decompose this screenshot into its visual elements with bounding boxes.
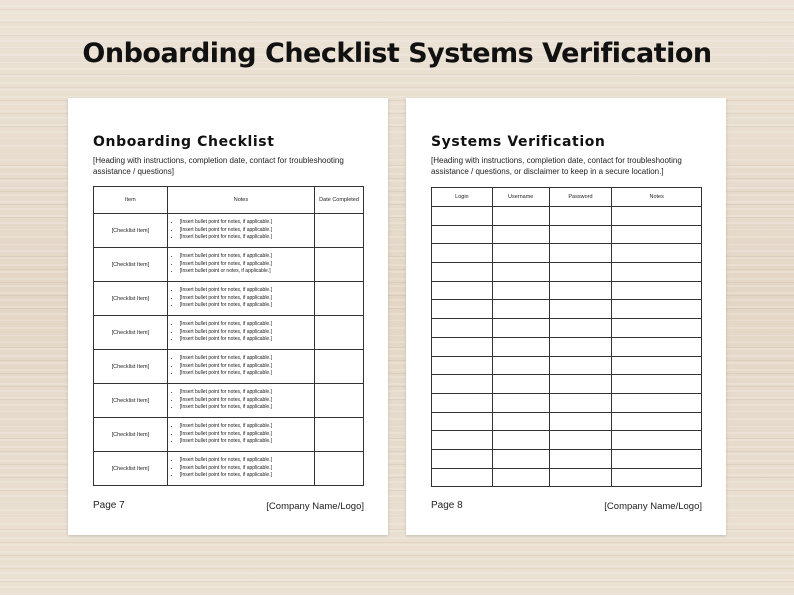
username-cell[interactable] bbox=[492, 431, 549, 450]
page-title: Systems Verification bbox=[431, 134, 606, 150]
page-description: [Heading with instructions, completion date, contact for troubleshooting assistance / questions, or disclaimer to keep in a secure location.] bbox=[431, 156, 682, 176]
table-row bbox=[94, 282, 364, 316]
login-cell[interactable] bbox=[432, 207, 493, 226]
notes-cell[interactable] bbox=[612, 412, 702, 431]
password-cell[interactable] bbox=[549, 412, 612, 431]
table-row bbox=[432, 375, 702, 394]
note-bullet: • [Insert bullet point for notes, if applicable.] bbox=[180, 219, 314, 227]
notes-cell[interactable] bbox=[612, 375, 702, 394]
note-bullet: • [Insert bullet point for notes, if applicable.] bbox=[180, 438, 314, 446]
table-row bbox=[432, 412, 702, 431]
note-bullet: • [Insert bullet point for notes, if applicable.] bbox=[180, 465, 314, 473]
login-cell[interactable] bbox=[432, 300, 493, 319]
date-completed-cell[interactable] bbox=[315, 248, 364, 282]
note-bullet: • [Insert bullet point for notes, if applicable.] bbox=[180, 261, 314, 269]
login-cell[interactable] bbox=[432, 337, 493, 356]
date-completed-cell[interactable] bbox=[315, 452, 364, 486]
notes-cell bbox=[167, 214, 314, 248]
date-completed-cell[interactable] bbox=[315, 418, 364, 452]
username-cell[interactable] bbox=[492, 281, 549, 300]
username-cell[interactable] bbox=[492, 412, 549, 431]
page-number: Page 8 bbox=[431, 500, 463, 511]
table-row bbox=[432, 468, 702, 487]
password-cell[interactable] bbox=[549, 431, 612, 450]
login-cell[interactable] bbox=[432, 375, 493, 394]
notes-cell bbox=[167, 452, 314, 486]
notes-cell bbox=[167, 350, 314, 384]
login-cell[interactable] bbox=[432, 281, 493, 300]
date-completed-cell[interactable] bbox=[315, 214, 364, 248]
login-cell[interactable] bbox=[432, 319, 493, 338]
notes-cell bbox=[167, 248, 314, 282]
username-cell[interactable] bbox=[492, 468, 549, 487]
table-row bbox=[432, 244, 702, 263]
password-cell[interactable] bbox=[549, 449, 612, 468]
page-description: [Heading with instructions, completion date, contact for troubleshooting assistance / questions] bbox=[93, 156, 344, 176]
table-row bbox=[432, 263, 702, 282]
note-bullet: • [Insert bullet point or notes, if applicable.] bbox=[180, 268, 314, 276]
company-name-logo: [Company Name/Logo] bbox=[604, 501, 702, 512]
table-row bbox=[432, 393, 702, 412]
date-completed-cell[interactable] bbox=[315, 350, 364, 384]
column-header-date-completed: Date Completed bbox=[315, 187, 364, 214]
checklist-item: [Checklist Item] bbox=[94, 316, 168, 350]
note-bullet: • [Insert bullet point for notes, if applicable.] bbox=[180, 370, 314, 378]
column-header-username: Username bbox=[492, 188, 549, 207]
login-cell[interactable] bbox=[432, 244, 493, 263]
notes-cell[interactable] bbox=[612, 263, 702, 282]
note-bullet: • [Insert bullet point for notes, if applicable.] bbox=[180, 397, 314, 405]
checklist-item: [Checklist Item] bbox=[94, 452, 168, 486]
login-cell[interactable] bbox=[432, 225, 493, 244]
login-cell[interactable] bbox=[432, 431, 493, 450]
username-cell[interactable] bbox=[492, 337, 549, 356]
notes-cell[interactable] bbox=[612, 449, 702, 468]
password-cell[interactable] bbox=[549, 356, 612, 375]
table-row bbox=[432, 281, 702, 300]
column-header-notes: Notes bbox=[167, 187, 314, 214]
table-row bbox=[432, 356, 702, 375]
table-row bbox=[94, 214, 364, 248]
password-cell[interactable] bbox=[549, 207, 612, 226]
username-cell[interactable] bbox=[492, 244, 549, 263]
systems-verification-table bbox=[431, 187, 702, 487]
note-bullet: • [Insert bullet point for notes, if applicable.] bbox=[180, 287, 314, 295]
password-cell[interactable] bbox=[549, 319, 612, 338]
login-cell[interactable] bbox=[432, 356, 493, 375]
note-bullet: • [Insert bullet point for notes, if applicable.] bbox=[180, 227, 314, 235]
notes-cell[interactable] bbox=[612, 281, 702, 300]
notes-cell[interactable] bbox=[612, 207, 702, 226]
table-row bbox=[432, 300, 702, 319]
password-cell[interactable] bbox=[549, 375, 612, 394]
notes-cell[interactable] bbox=[612, 356, 702, 375]
notes-cell[interactable] bbox=[612, 468, 702, 487]
page-title: Onboarding Checklist bbox=[93, 134, 275, 150]
notes-cell[interactable] bbox=[612, 431, 702, 450]
note-bullet: • [Insert bullet point for notes, if applicable.] bbox=[180, 355, 314, 363]
note-bullet: • [Insert bullet point for notes, if applicable.] bbox=[180, 295, 314, 303]
table-row bbox=[94, 452, 364, 486]
checklist-item: [Checklist Item] bbox=[94, 248, 168, 282]
date-completed-cell[interactable] bbox=[315, 282, 364, 316]
table-row bbox=[94, 384, 364, 418]
company-name-logo: [Company Name/Logo] bbox=[266, 501, 364, 512]
table-row bbox=[94, 248, 364, 282]
note-bullet: • [Insert bullet point for notes, if applicable.] bbox=[180, 472, 314, 480]
column-header-login: Login bbox=[432, 188, 493, 207]
checklist-item: [Checklist Item] bbox=[94, 384, 168, 418]
login-cell[interactable] bbox=[432, 468, 493, 487]
table-row bbox=[432, 449, 702, 468]
table-row bbox=[94, 316, 364, 350]
notes-cell[interactable] bbox=[612, 393, 702, 412]
table-row bbox=[432, 337, 702, 356]
username-cell[interactable] bbox=[492, 263, 549, 282]
systems-verification-page bbox=[406, 98, 726, 535]
table-row bbox=[432, 319, 702, 338]
notes-cell[interactable] bbox=[612, 300, 702, 319]
note-bullet: • [Insert bullet point for notes, if applicable.] bbox=[180, 321, 314, 329]
note-bullet: • [Insert bullet point for notes, if applicable.] bbox=[180, 457, 314, 465]
notes-cell bbox=[167, 384, 314, 418]
password-cell[interactable] bbox=[549, 393, 612, 412]
login-cell[interactable] bbox=[432, 263, 493, 282]
checklist-item: [Checklist Item] bbox=[94, 418, 168, 452]
notes-cell[interactable] bbox=[612, 337, 702, 356]
username-cell[interactable] bbox=[492, 300, 549, 319]
username-cell[interactable] bbox=[492, 225, 549, 244]
checklist-item: [Checklist Item] bbox=[94, 350, 168, 384]
password-cell[interactable] bbox=[549, 281, 612, 300]
date-completed-cell[interactable] bbox=[315, 316, 364, 350]
notes-cell bbox=[167, 418, 314, 452]
username-cell[interactable] bbox=[492, 393, 549, 412]
note-bullet: • [Insert bullet point for notes, if applicable.] bbox=[180, 302, 314, 310]
password-cell[interactable] bbox=[549, 300, 612, 319]
login-cell[interactable] bbox=[432, 412, 493, 431]
note-bullet: • [Insert bullet point for notes, if applicable.] bbox=[180, 404, 314, 412]
note-bullet: • [Insert bullet point for notes, if applicable.] bbox=[180, 431, 314, 439]
password-cell[interactable] bbox=[549, 263, 612, 282]
table-row bbox=[432, 225, 702, 244]
column-header-item: Item bbox=[94, 187, 168, 214]
table-row bbox=[432, 431, 702, 450]
checklist-item: [Checklist Item] bbox=[94, 282, 168, 316]
note-bullet: • [Insert bullet point for notes, if applicable.] bbox=[180, 389, 314, 397]
username-cell[interactable] bbox=[492, 319, 549, 338]
username-cell[interactable] bbox=[492, 356, 549, 375]
username-cell[interactable] bbox=[492, 375, 549, 394]
notes-cell[interactable] bbox=[612, 225, 702, 244]
column-header-password: Password bbox=[549, 188, 612, 207]
checklist-item: [Checklist Item] bbox=[94, 214, 168, 248]
note-bullet: • [Insert bullet point for notes, if applicable.] bbox=[180, 336, 314, 344]
table-row bbox=[94, 418, 364, 452]
column-header-notes: Notes bbox=[612, 188, 702, 207]
password-cell[interactable] bbox=[549, 468, 612, 487]
password-cell[interactable] bbox=[549, 337, 612, 356]
notes-cell[interactable] bbox=[612, 244, 702, 263]
notes-cell bbox=[167, 316, 314, 350]
notes-cell[interactable] bbox=[612, 319, 702, 338]
login-cell[interactable] bbox=[432, 449, 493, 468]
checklist-table bbox=[93, 186, 364, 486]
table-row bbox=[432, 207, 702, 226]
note-bullet: • [Insert bullet point for notes, if applicable.] bbox=[180, 363, 314, 371]
login-cell[interactable] bbox=[432, 393, 493, 412]
password-cell[interactable] bbox=[549, 225, 612, 244]
page-number: Page 7 bbox=[93, 500, 125, 511]
note-bullet: • [Insert bullet point for notes, if applicable.] bbox=[180, 253, 314, 261]
username-cell[interactable] bbox=[492, 449, 549, 468]
note-bullet: • [Insert bullet point for notes, if applicable.] bbox=[180, 329, 314, 337]
onboarding-checklist-page bbox=[68, 98, 388, 535]
note-bullet: • [Insert bullet point for notes, if applicable.] bbox=[180, 234, 314, 242]
note-bullet: • [Insert bullet point for notes, if applicable.] bbox=[180, 423, 314, 431]
table-row bbox=[94, 350, 364, 384]
password-cell[interactable] bbox=[549, 244, 612, 263]
notes-cell bbox=[167, 282, 314, 316]
username-cell[interactable] bbox=[492, 207, 549, 226]
date-completed-cell[interactable] bbox=[315, 384, 364, 418]
banner-title: Onboarding Checklist Systems Verification bbox=[82, 38, 712, 69]
